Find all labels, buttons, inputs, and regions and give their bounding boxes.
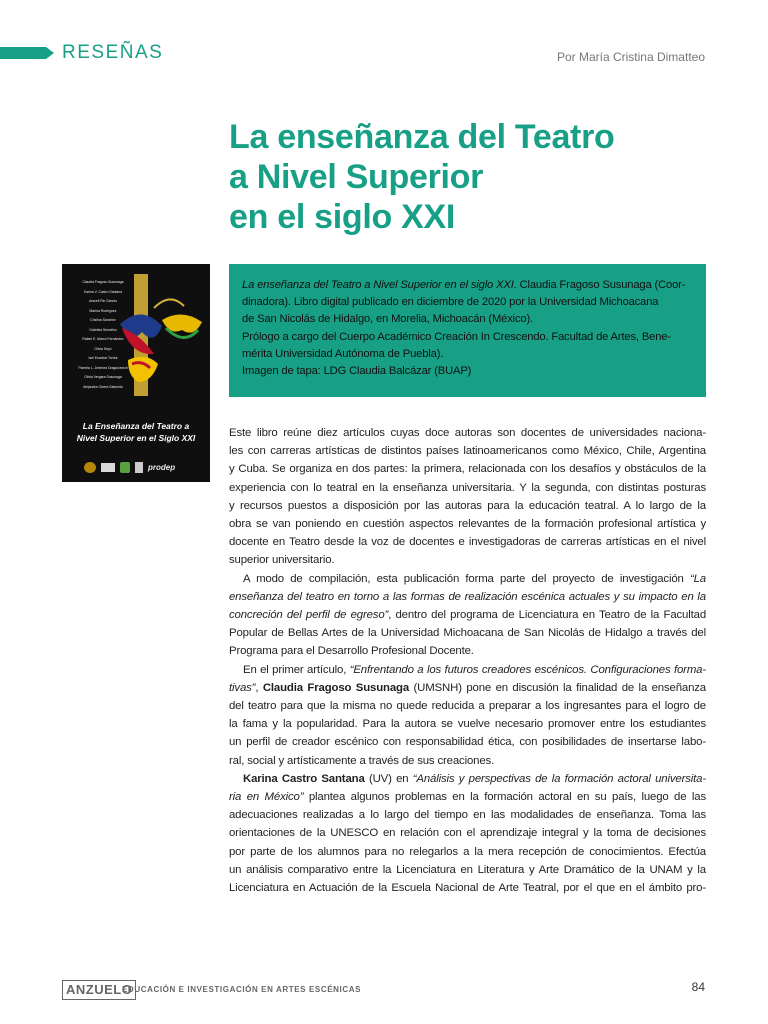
cover-author: Alejandra Olvera Saburido: [83, 384, 123, 389]
info-line: de San Nicolás de Hidalgo, en Morelia, Michoacán (México).: [242, 313, 534, 326]
section-label: RESEÑAS: [62, 42, 164, 63]
body-line: [229, 570, 706, 588]
body-line: ral, social y artísticamente a través de sus creaciones.: [229, 754, 495, 767]
author-byline: Por María Cristina Dimatteo: [556, 50, 705, 64]
book-info-box: [229, 264, 706, 397]
body-line: [229, 679, 706, 697]
body-line: [229, 788, 706, 806]
text-run: , dentro del programa de Licenciatura en Teatro de la Facultad: [388, 609, 707, 622]
bold-run: Claudia Fragoso Susunaga: [262, 681, 410, 694]
body-line: [229, 661, 706, 679]
article-title: [229, 117, 699, 237]
magazine-logo: ANZUELO: [62, 980, 136, 1000]
body-line: [229, 606, 706, 624]
cover-author: Olivia Seyo: [94, 346, 112, 351]
cover-title: [68, 420, 204, 444]
body-line: un perfil de creador escénico con responsabilidad ética, con posibilidades de insertarse labo-: [229, 736, 706, 749]
cover-author: Marina Rodríguez: [89, 308, 117, 313]
book-title-italic: La enseñanza del Teatro a Nivel Superior en el siglo XXI: [242, 279, 514, 291]
prodep-logo: prodep: [148, 462, 176, 472]
body-line: y recursos puestos a disposición por las autoras para la educación teatral. A lo largo de la: [229, 499, 706, 512]
title-line: a Nivel Superior: [229, 158, 484, 196]
italic-run: “Análisis y perspectivas de la formación actoral universita-: [412, 772, 706, 785]
cover-author: Gabriela Serrafino: [89, 327, 117, 332]
body-line: experiencia con lo teatral en la enseñanza universitaria. Y la segunda, con distintas posturas: [229, 481, 706, 494]
cover-author: Cristina Sánchez: [90, 318, 116, 322]
article-body: [229, 424, 706, 897]
italic-run: tivas”: [229, 681, 256, 694]
text-run: ,: [255, 681, 263, 694]
info-line: dinadora). Libro digital publicado en diciembre de 2020 por la Universidad Michoacana: [242, 296, 659, 309]
institution-logo-icon: [120, 462, 130, 473]
italic-run: enseñanza del teatro en torno a las formas de realización escénica actuales y su impacto en la: [229, 590, 706, 603]
book-cover-image: [62, 264, 210, 482]
text-run: A modo de compilación, esta publicación forma parte del proyecto de investigación: [243, 572, 690, 585]
body-line: Licenciatura en Actuación de la Escuela Nacional de Arte Teatral, por el que en el ámbito pro-: [229, 882, 706, 895]
body-line: orientaciones de la UNESCO en relación con el aprendizaje integral y la toma de decisiones: [229, 827, 706, 840]
cover-author: Karina V. Castro Santana: [83, 289, 123, 294]
cover-author: Rafael E. Marcó Fernández: [82, 337, 124, 341]
cover-author: Pamela L. Jiménez Draguicevich: [78, 365, 128, 370]
cover-author: Olivia Vergara Susunaga: [84, 375, 122, 379]
cover-title-line: La Enseñanza del Teatro a: [82, 421, 190, 431]
info-line: Imagen de tapa: LDG Claudia Balcázar (BUAP): [242, 365, 472, 378]
info-line: [242, 277, 694, 294]
magazine-tagline: EDUCACIÓN E INVESTIGACIÓN EN ARTES ESCÉNICAS: [122, 985, 362, 994]
page-number: 84: [691, 980, 705, 994]
text-run: (UMSNH) pone en discusión la finalidad de la enseñanza: [409, 681, 706, 694]
body-line: Programa para el Desarrollo Profesional Docente.: [229, 645, 474, 658]
body-line: del teatro para que la misma no quede reducida a preparar a los ingresantes para el logro de: [229, 700, 706, 713]
text-run: En el primer artículo,: [243, 663, 350, 676]
info-line-rest: . Claudia Fragoso Susunaga (Coor-: [513, 279, 686, 291]
bold-run: Karina Castro Santana: [243, 772, 365, 785]
body-line: y Cuba. Se organiza en dos partes: la primera, relacionada con los desafíos y obstáculos de la: [229, 463, 706, 476]
italic-run: “Enfrentando a los futuros creadores escénicos. Configuraciones forma-: [349, 663, 706, 676]
theatre-masks-icon: [62, 264, 210, 414]
body-line: la fama y la popularidad. Para la autora se vuelve necesario promover entre los estudiantes: [229, 718, 706, 731]
body-line: por parte de los alumnos para no relegarlos a la mera recepción de conocimientos. Efectúa: [229, 845, 706, 858]
info-line: mérita Universidad Autónoma de Puebla).: [242, 347, 444, 360]
cover-author: Araceli Ric Garces: [88, 299, 118, 303]
title-line: La enseñanza del Teatro: [229, 118, 615, 156]
cover-author: Isel Escobar Torres: [88, 356, 118, 360]
cover-author: Claudia Fragoso Susunaga: [82, 280, 124, 284]
body-line: superior universitario.: [229, 554, 335, 567]
body-line: [229, 770, 706, 788]
body-line: adecuaciones realizadas a lo largo del tiempo en las modalidades de enseñanza. Toma las: [229, 809, 706, 822]
university-seal-icon: [84, 462, 96, 473]
body-line: Popular de Bellas Artes de la Universidad Michoacana de San Nicolás de Hidalgo a través del: [229, 627, 706, 640]
body-line: Este libro reúne diez artículos cuyas doce autoras son docentes de universidades naciona-: [229, 427, 706, 439]
italic-run: ria en México”: [229, 791, 304, 804]
text-run: plantea algunos problemas en la formación actoral en su país, luego de las: [303, 791, 707, 804]
body-line: les con carreras artísticas de distintos países latinoamericanos como México, Chile, Argentina: [229, 445, 706, 458]
italic-run: concreción del perfil de egreso”: [229, 609, 389, 622]
cover-logos: [84, 460, 202, 474]
text-run: (UV) en: [364, 772, 413, 785]
body-line: obra se van poniendo en cuestión aspectos relevantes de la formación profesional artística y: [229, 518, 706, 531]
body-line: [229, 588, 706, 606]
cover-title-line: Nivel Superior en el Siglo XXI: [76, 433, 196, 443]
faculty-logo-icon: [101, 463, 115, 472]
body-line: docente en Teatro desde la voz de docentes e investigadoras de carreras artísticas en el nivel: [229, 536, 706, 549]
title-line: en el siglo XXI: [229, 198, 456, 236]
emblem-icon: [135, 462, 143, 473]
italic-run: “La: [689, 572, 706, 585]
info-line: Prólogo a cargo del Cuerpo Académico Creación In Crescendo. Facultad de Artes, Bene-: [242, 330, 671, 343]
section-marker: [0, 47, 54, 59]
body-line: un análisis comparativo entre la Licenciatura en Literatura y Arte Dramático de la UNAM y la: [229, 863, 706, 876]
